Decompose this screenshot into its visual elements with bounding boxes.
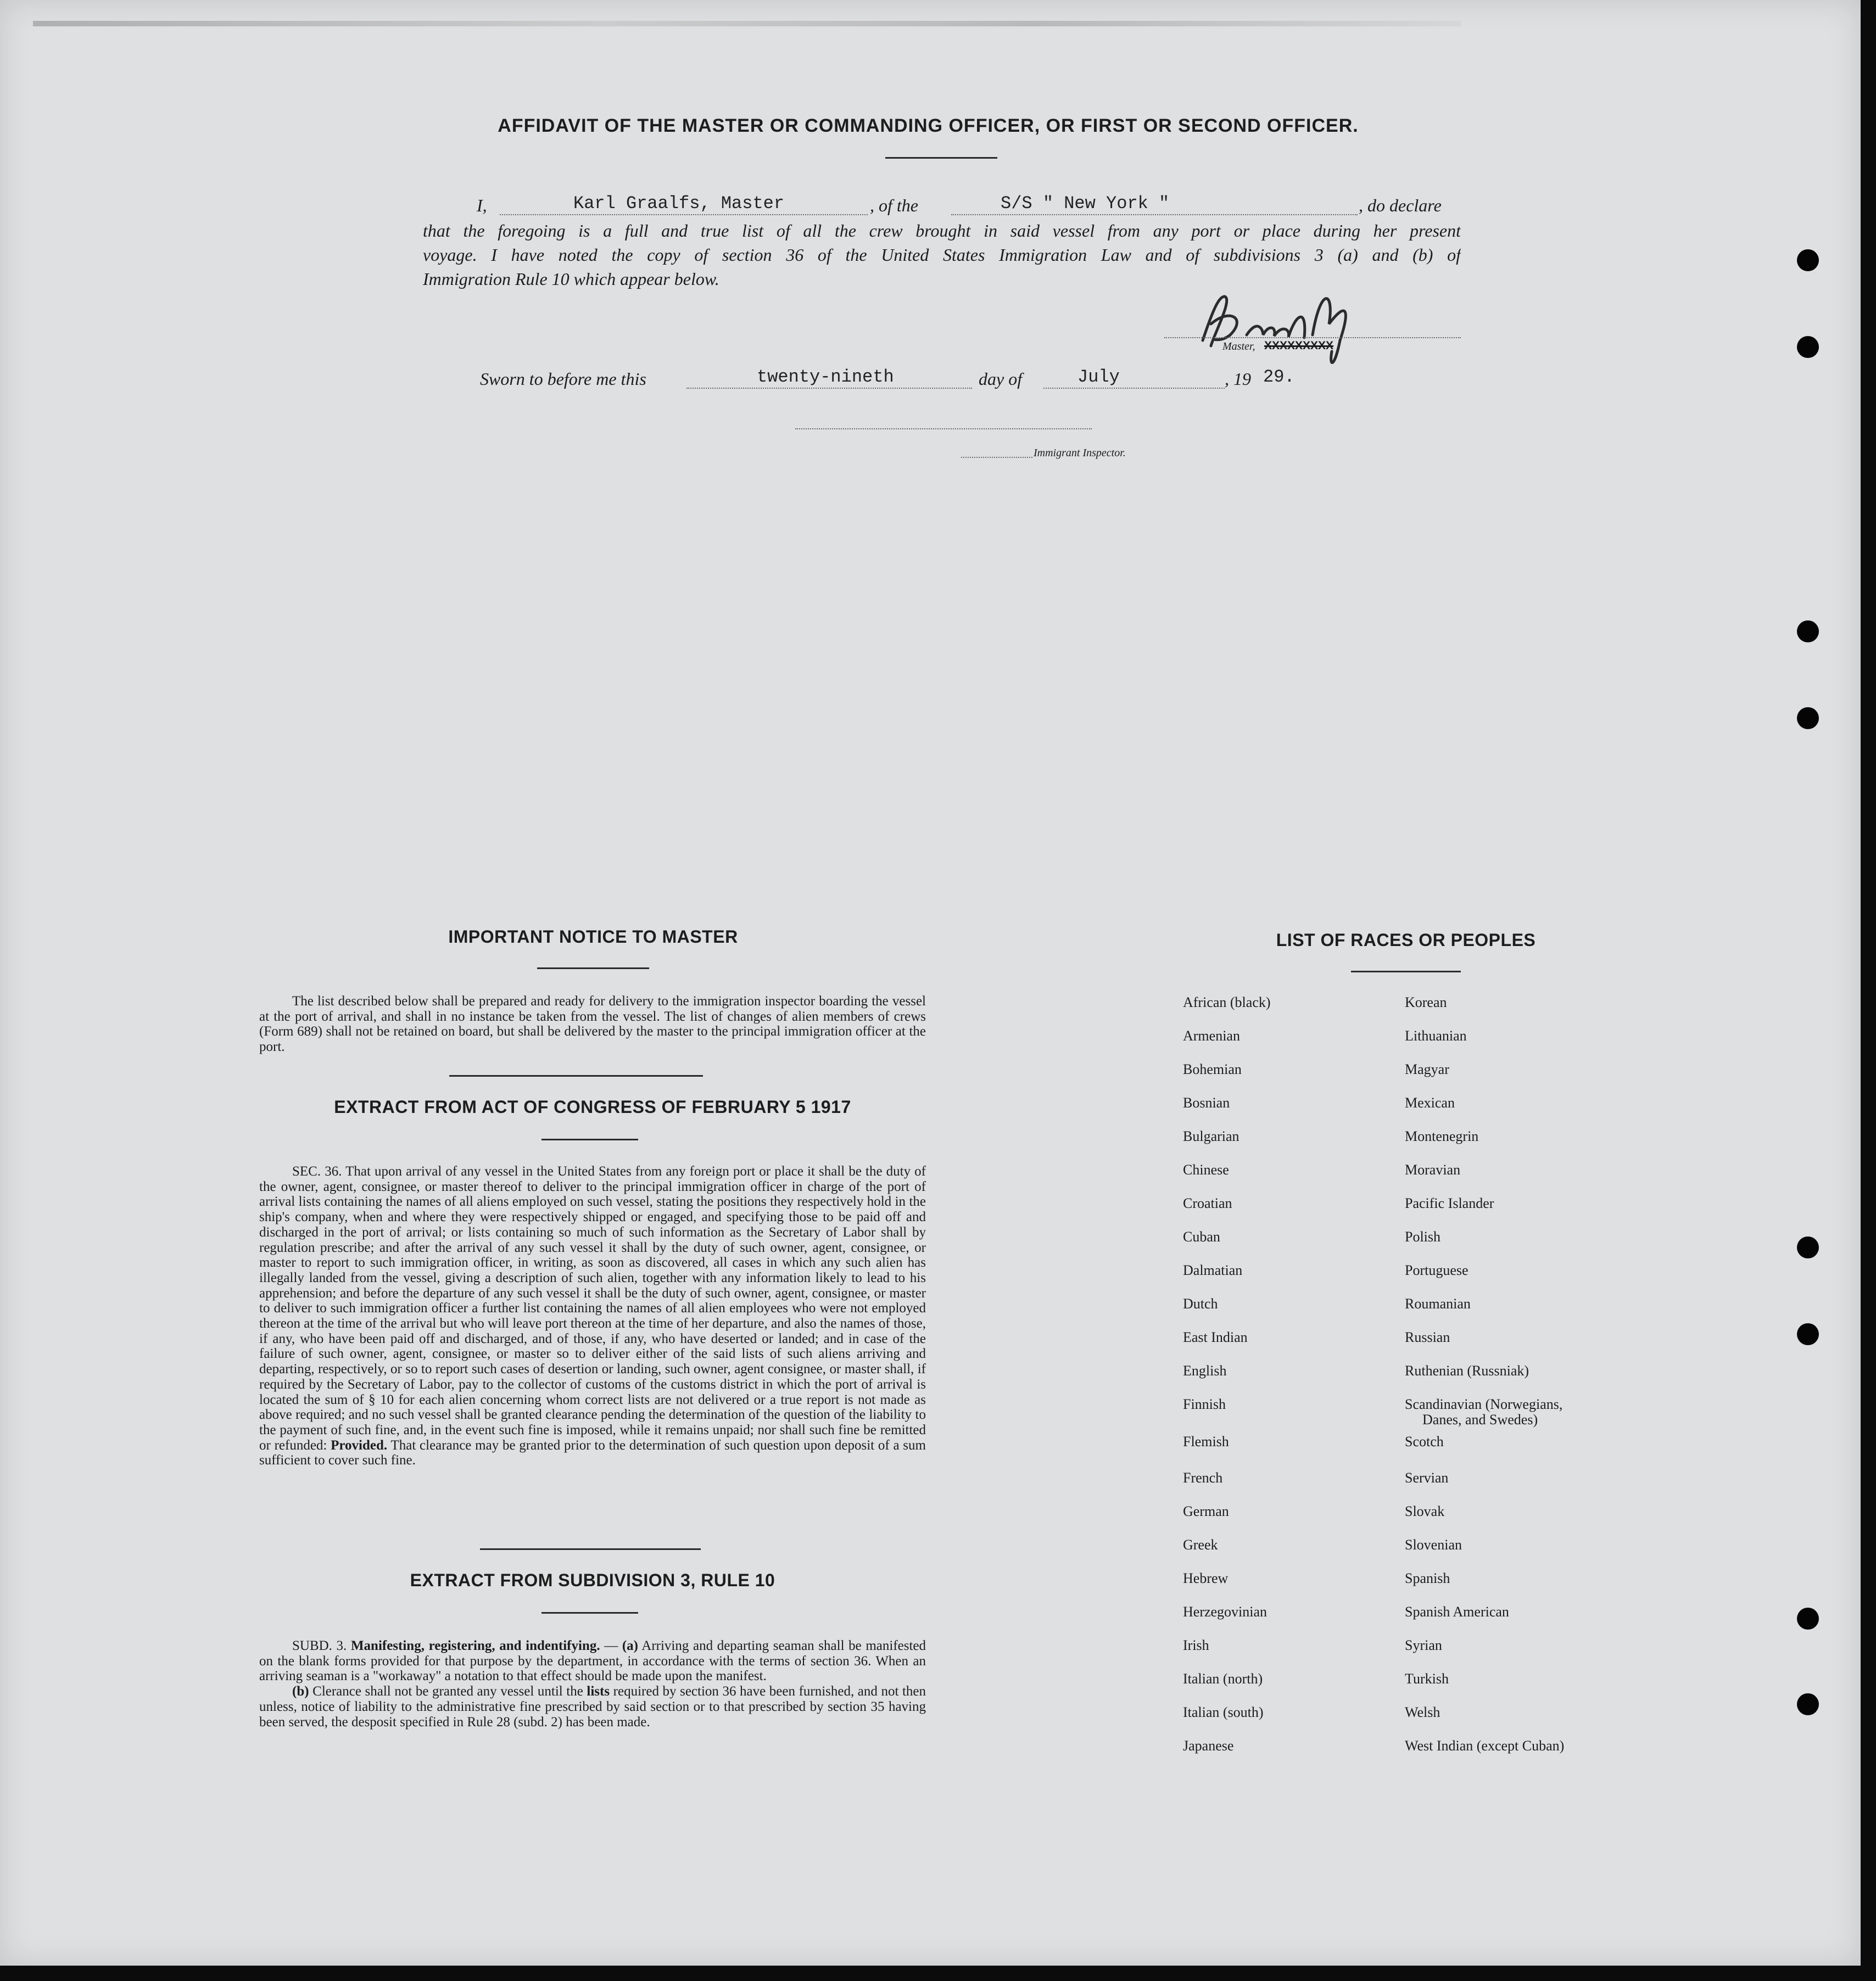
left-race-item: Bulgarian [1183, 1128, 1240, 1144]
inspector-signature-line [795, 428, 1092, 429]
year-prefix: , 19 [1225, 369, 1251, 389]
rule-b-text-1: Clerance shall not be granted any vessel until the [312, 1684, 583, 1699]
right-race-item: Scotch [1405, 1434, 1444, 1450]
binder-hole [1797, 1236, 1819, 1258]
right-race-item: Syrian [1405, 1637, 1442, 1653]
rule-a-mark: (a) [622, 1638, 639, 1653]
sworn-label: Sworn to before me this [480, 369, 646, 389]
act-divider [480, 1548, 701, 1550]
left-race-item: Bohemian [1183, 1061, 1242, 1077]
binder-hole [1797, 1323, 1819, 1345]
left-race-item: Herzegovinian [1183, 1604, 1268, 1620]
do-declare-label: , do declare [1359, 195, 1442, 215]
right-race-item: Montenegrin [1405, 1128, 1479, 1144]
rule-dash: — [600, 1638, 622, 1653]
act-provided: Provided. [331, 1437, 388, 1453]
left-race-item: African (black) [1183, 994, 1271, 1010]
master-label: Master, [1222, 340, 1255, 352]
binder-hole [1797, 1693, 1819, 1715]
sworn-day: twenty-nineth [757, 367, 894, 387]
master-name: Karl Graalfs, Master [573, 193, 785, 214]
left-race-item: Dutch [1183, 1296, 1218, 1312]
rule-heading: Manifesting, registering, and indentifying. [350, 1638, 600, 1653]
notice-text [259, 994, 926, 1055]
rule-b-lists: lists [587, 1684, 610, 1699]
i-label: I, [477, 195, 487, 215]
rule-b-mark: (b) [292, 1684, 309, 1699]
right-race-item: Slovenian [1405, 1537, 1462, 1553]
day-of-label: day of [979, 369, 1023, 389]
left-race-item: Croatian [1183, 1195, 1232, 1211]
act-underline [541, 1139, 638, 1140]
title-underline [885, 157, 997, 159]
right-race-item: Roumanian [1405, 1296, 1471, 1312]
rule-b-text-2: required by section 36 have been furnished, and not then unless, notice of liability to the administrative fine prescribed by said section or to that prescribed by section 35 having been served, the desposit specified in Rule 28 (subd. 2) has been made. [259, 1684, 926, 1730]
rule-paragraph-a [259, 1638, 926, 1684]
left-race-item: Chinese [1183, 1162, 1229, 1178]
left-race-item: German [1183, 1503, 1229, 1519]
left-race-item: Japanese [1183, 1738, 1234, 1754]
sworn-year: 29. [1263, 367, 1295, 387]
rule-paragraph-b [259, 1684, 926, 1730]
right-race-item: Polish [1405, 1229, 1441, 1245]
binder-hole [1797, 336, 1819, 358]
act-text [259, 1164, 926, 1468]
sworn-month: July [1077, 367, 1120, 387]
binder-hole [1797, 707, 1819, 729]
act-end-text: That clearance may be granted prior to the determination of such question upon deposit of a sum sufficient to cover such fine. [259, 1437, 926, 1468]
notice-title: IMPORTANT NOTICE TO MASTER [448, 927, 738, 947]
left-race-item: Bosnian [1183, 1095, 1230, 1111]
day-dotted-line [686, 388, 972, 389]
struck-title: XXXXXXXXX [1264, 339, 1334, 352]
inspector-dotted-line [961, 457, 1032, 458]
right-race-item: Slovak [1405, 1503, 1445, 1519]
right-race-item: Pacific Islander [1405, 1195, 1494, 1211]
left-race-item: East Indian [1183, 1329, 1248, 1345]
left-race-item: Italian (south) [1183, 1704, 1264, 1720]
right-race-item: Spanish American [1405, 1604, 1509, 1620]
month-dotted-line [1043, 388, 1225, 389]
right-race-item: Lithuanian [1405, 1028, 1467, 1044]
act-main-text: SEC. 36. That upon arrival of any vessel in the United States from any foreign port or place it shall be the duty of the owner, agent, consignee, or master thereof to deliver to the principal immigration officer in charge of the port of arrival lists containing the names of all aliens employed on such vessel, stating the positions they respectively hold in the ship's company, when and where they were respectively shipped or engaged, and specifying those to be paid off and discharged in the port of arrival; or lists containing so much of such information as the Secretary of Labor shall by regulation prescribe; and after the arrival of any such vessel it shall by the duty of such owner, agent, consignee, or master to report to such immigration officer, in writing, as soon as discovered, all cases in which any such alien has illegally landed from the vessel, giving a description of such alien, together with any information likely to lead to his apprehension; and before the departure of any such vessel it shall be the duty of such owner, agent, consignee, or master to deliver to such immigration officer a further list containing the names of all alien employees who were not employed thereon at the time of the arrival but who will leave port thereon at the time of her departure, and also the names of those, if any, who have been paid off and discharged, and of those, if any, who have deserted or landed; and in case of the failure of such owner, agent, consignee, or master so to deliver either of the said lists of such aliens arriving and departing, respectively, or so to report such cases of desertion or landing, such owner, agent consignee, or master shall, if required by the Secretary of Labor, pay to the collector of customs of the customs district in which the port of arrival is located the sum of § 10 for each alien concerning whom correct lists are not delivered or a true report is not made as above required; and no such vessel shall be granted clearance pending the determination of the question of the liability to the payment of such fine, and, in the event such fine is imposed, while it remains unpaid; nor shall such fine be remitted or refunded: [259, 1164, 926, 1453]
left-race-item: Armenian [1183, 1028, 1240, 1044]
right-race-item: West Indian (except Cuban) [1405, 1738, 1565, 1754]
notice-underline [537, 967, 649, 969]
right-race-item: Korean [1405, 994, 1447, 1010]
races-title: LIST OF RACES OR PEOPLES [1276, 930, 1536, 950]
races-underline [1351, 971, 1461, 972]
rule-subd: SUBD. 3. [292, 1638, 347, 1653]
rule-title: EXTRACT FROM SUBDIVISION 3, RULE 10 [410, 1570, 775, 1590]
left-race-item: Flemish [1183, 1434, 1229, 1450]
affidavit-title: AFFIDAVIT OF THE MASTER OR COMMANDING OFFICER, OR FIRST OR SECOND OFFICER. [498, 115, 1359, 136]
right-race-item: Servian [1405, 1470, 1449, 1486]
right-race-item: Turkish [1405, 1671, 1449, 1687]
right-race-item: Ruthenian (Russniak) [1405, 1363, 1529, 1379]
left-race-item: Hebrew [1183, 1570, 1229, 1586]
notice-paragraph: The list described below shall be prepared and ready for delivery to the immigration inspector boarding the vessel at the port of arrival, and shall in no instance be taken from the vessel. The list of changes of alien members of crews (Form 689) shall not be retained on board, but shall be delivered by the master to the principal immigration officer at the port. [259, 994, 926, 1055]
right-race-item: Spanish [1405, 1570, 1450, 1586]
binder-hole [1797, 1608, 1819, 1630]
rule-underline [541, 1612, 638, 1614]
right-race-item: Moravian [1405, 1162, 1461, 1178]
vessel-dotted-line [951, 214, 1358, 215]
notice-divider [449, 1075, 703, 1077]
vessel-name: S/S " New York " [1001, 193, 1170, 214]
statement-line-2: voyage. I have noted the copy of section 36 of the United States Immigration Law and of subdivisions 3 (a) and (b) of [423, 245, 1461, 265]
left-race-item: Italian (north) [1183, 1671, 1263, 1687]
right-race-item: Scandinavian (Norwegians, Danes, and Swedes) [1405, 1396, 1563, 1428]
left-race-item: English [1183, 1363, 1227, 1379]
left-race-item: Finnish [1183, 1396, 1226, 1412]
right-race-item: Welsh [1405, 1704, 1441, 1720]
torn-edge [33, 21, 1461, 26]
statement-line-1: that the foregoing is a full and true list of all the crew brought in said vessel from any port or place during her present [423, 221, 1461, 240]
inspector-label: Immigrant Inspector. [1034, 447, 1126, 459]
left-race-item: Dalmatian [1183, 1262, 1243, 1278]
statement-line-3: Immigration Rule 10 which appear below. [423, 269, 719, 289]
act-paragraph [259, 1164, 926, 1468]
left-race-item: Irish [1183, 1637, 1209, 1653]
right-race-item: Magyar [1405, 1061, 1449, 1077]
left-race-item: Cuban [1183, 1229, 1220, 1245]
of-the-label: , of the [870, 195, 918, 215]
rule-text [259, 1638, 926, 1730]
right-race-item: Portuguese [1405, 1262, 1469, 1278]
binder-hole [1797, 620, 1819, 642]
binder-hole [1797, 249, 1819, 271]
left-race-item: French [1183, 1470, 1223, 1486]
master-signature [1181, 275, 1411, 373]
name-dotted-line [500, 214, 868, 215]
act-title: EXTRACT FROM ACT OF CONGRESS OF FEBRUARY 5 1917 [334, 1097, 851, 1117]
rule-a-text: Arriving and departing seaman shall be manifested on the blank forms provided for that purpose by the department, in accordance with the terms of section 36. When an arriving seaman is a "workaway" a notation to that effect should be made upon the manifest. [259, 1638, 926, 1684]
right-race-item: Russian [1405, 1329, 1450, 1345]
right-race-item: Mexican [1405, 1095, 1455, 1111]
left-race-item: Greek [1183, 1537, 1218, 1553]
signature-dotted-line [1164, 337, 1461, 338]
